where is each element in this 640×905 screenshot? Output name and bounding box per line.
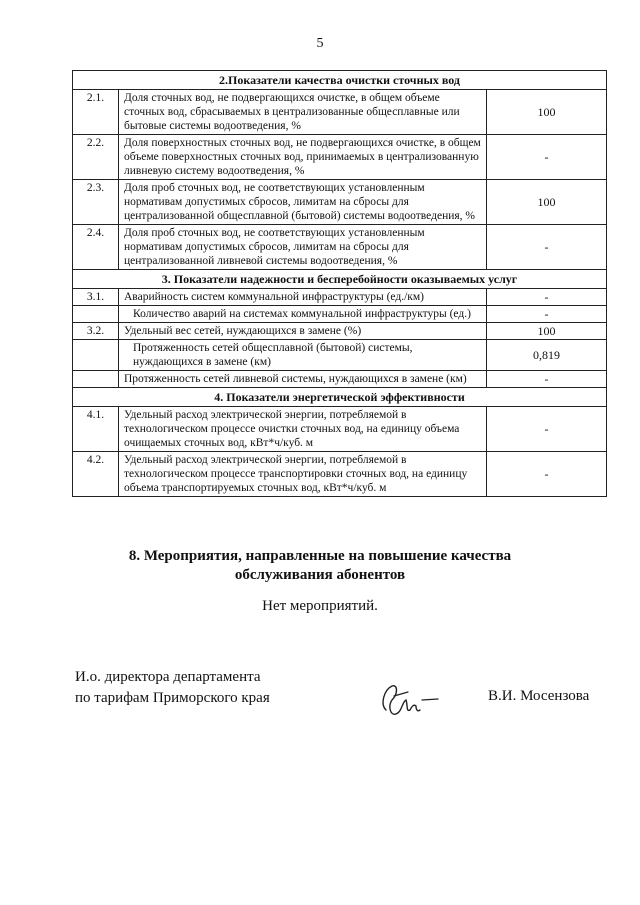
table-row — [73, 180, 607, 225]
row-value: 100 — [487, 323, 607, 340]
table-row — [73, 135, 607, 180]
section-8-heading-line1: 8. Мероприятия, направленные на повышение качества — [128, 548, 512, 564]
table-row — [73, 340, 607, 371]
row-value: - — [487, 407, 607, 452]
row-value: - — [487, 371, 607, 388]
table-row — [73, 371, 607, 388]
row-text: Количество аварий на системах коммунальной инфраструктуры (ед.) — [119, 306, 487, 323]
row-number — [73, 306, 119, 323]
signer-position — [75, 667, 270, 709]
row-number: 2.4. — [73, 225, 119, 270]
table-row — [73, 289, 607, 306]
table-row — [73, 452, 607, 497]
indicators-table — [72, 70, 607, 497]
row-value: - — [487, 452, 607, 497]
row-value: - — [487, 306, 607, 323]
section-header — [73, 388, 607, 407]
row-text: Протяженность сетей ливневой системы, нуждающихся в замене (км) — [119, 371, 487, 388]
page-number: 5 — [316, 36, 324, 51]
row-number: 2.2. — [73, 135, 119, 180]
row-value: - — [487, 289, 607, 306]
row-number: 3.1. — [73, 289, 119, 306]
row-number: 2.3. — [73, 180, 119, 225]
row-text: Удельный расход электрической энергии, потребляемой в технологическом процессе очистки сточных вод, на единицу объема очищаемых сточных вод, кВт*ч/куб. м — [119, 407, 487, 452]
row-value: - — [487, 135, 607, 180]
section-8-heading — [0, 547, 640, 585]
no-measures-text: Нет мероприятий. — [262, 598, 378, 614]
row-text: Доля поверхностных сточных вод, не подвергающихся очистке, в общем объеме поверхностных сточных вод, принимаемых в централизованную ливневую систему водоотведения, % — [119, 135, 487, 180]
section-8-heading-line2: обслуживания абонентов — [234, 567, 406, 583]
row-text: Удельный расход электрической энергии, потребляемой в технологическом процессе транспортировки сточных вод, на единицу объема транспортируемых сточных вод, кВт*ч/куб. м — [119, 452, 487, 497]
row-number — [73, 371, 119, 388]
section-header — [73, 270, 607, 289]
table-row — [73, 225, 607, 270]
handwritten-signature — [372, 676, 444, 724]
row-text: Доля сточных вод, не подвергающихся очистке, в общем объеме сточных вод, сбрасываемых в централизованные общесплавные или бытовые системы водоотведения, % — [119, 90, 487, 135]
section-header — [73, 71, 607, 90]
row-text: Аварийность систем коммунальной инфраструктуры (ед./км) — [119, 289, 487, 306]
row-value: 100 — [487, 180, 607, 225]
table-row — [73, 407, 607, 452]
row-text: Доля проб сточных вод, не соответствующих установленным нормативам допустимых сбросов, лимитам на сбросы для централизованной ливневой системы водоотведения, % — [119, 225, 487, 270]
row-number — [73, 340, 119, 371]
section-title: 2.Показатели качества очистки сточных вод — [73, 71, 607, 90]
section-title: 3. Показатели надежности и бесперебойности оказываемых услуг — [73, 270, 607, 289]
signer-position-line2: по тарифам Приморского края — [75, 690, 270, 706]
row-text: Доля проб сточных вод, не соответствующих установленным нормативам допустимых сбросов, лимитам на сбросы для централизованной общесплавной (бытовой) системы водоотведения, % — [119, 180, 487, 225]
signer-name: В.И. Мосензова — [488, 688, 590, 704]
section-title: 4. Показатели энергетической эффективности — [73, 388, 607, 407]
row-value: 100 — [487, 90, 607, 135]
table-row — [73, 90, 607, 135]
row-text: Протяженность сетей общесплавной (бытовой) системы, нуждающихся в замене (км) — [119, 340, 487, 371]
table-row — [73, 306, 607, 323]
row-value: - — [487, 225, 607, 270]
row-number: 3.2. — [73, 323, 119, 340]
row-number: 4.2. — [73, 452, 119, 497]
row-value: 0,819 — [487, 340, 607, 371]
table-row — [73, 323, 607, 340]
row-number: 2.1. — [73, 90, 119, 135]
row-number: 4.1. — [73, 407, 119, 452]
signer-position-line1: И.о. директора департамента — [75, 669, 261, 685]
row-text: Удельный вес сетей, нуждающихся в замене (%) — [119, 323, 487, 340]
